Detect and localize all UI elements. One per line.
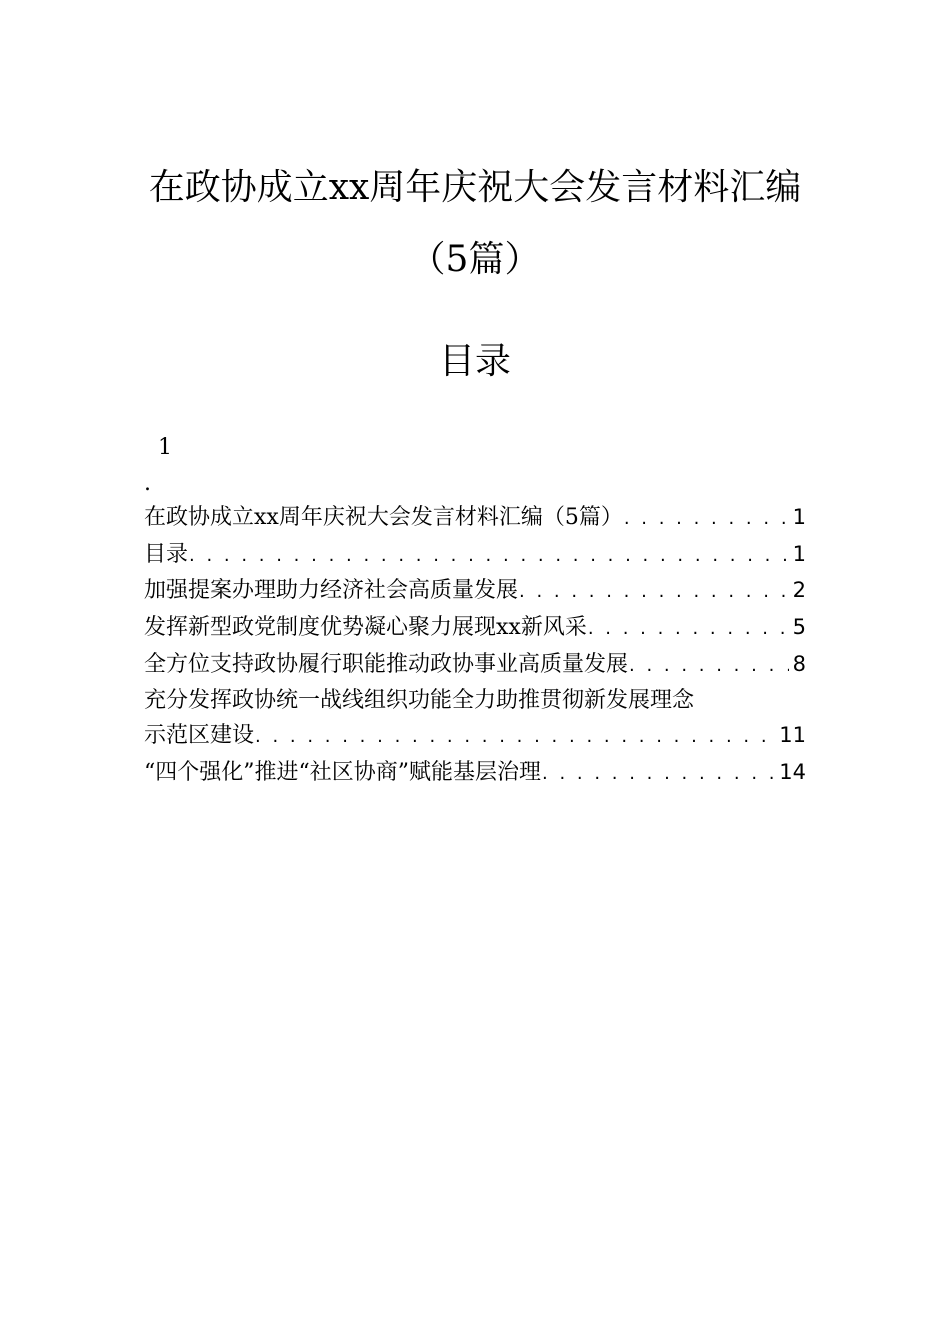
toc-leader-dots [588, 612, 789, 647]
document-title: 在政协成立xx周年庆祝大会发言材料汇编 [148, 167, 802, 208]
toc-entry[interactable] [144, 755, 806, 792]
toc-entry-title: 加强提案办理助力经济社会高质量发展 [144, 578, 519, 604]
toc-entry[interactable] [144, 500, 806, 537]
toc-leader-dots [189, 539, 789, 574]
list-marker-dot: . [144, 471, 151, 496]
toc-entry[interactable] [144, 610, 806, 647]
toc-leader-dots [629, 649, 789, 684]
table-of-contents [144, 500, 806, 792]
toc-leader-dots [519, 575, 789, 610]
toc-entry[interactable] [144, 573, 806, 610]
toc-entry-page: 5 [792, 615, 806, 640]
toc-leader-dots [542, 757, 775, 792]
toc-entry-page: 1 [792, 505, 806, 529]
toc-entry-page: 14 [779, 759, 806, 784]
toc-entry[interactable] [144, 537, 806, 574]
toc-entry[interactable] [144, 684, 806, 755]
toc-entry-page: 8 [792, 651, 806, 676]
document-title-count: （5篇） [409, 239, 541, 280]
list-marker-number: 1 [158, 435, 172, 460]
toc-entry-title: “四个强化”推进“社区协商”赋能基层治理 [144, 759, 541, 785]
toc-entry-title-line2: 示范区建设 [144, 723, 255, 749]
toc-leader-dots [255, 720, 775, 755]
toc-entry-title: 全方位支持政协履行职能推动政协事业高质量发展 [144, 651, 629, 677]
toc-leader-dots [624, 502, 789, 537]
toc-entry-page: 1 [792, 541, 806, 566]
toc-entry-title: 在政协成立xx周年庆祝大会发言材料汇编（5篇） [144, 505, 623, 530]
toc-entry-title-line1: 充分发挥政协统一战线组织功能全力助推贯彻新发展理念 [144, 687, 695, 713]
toc-entry-title: 目录 [144, 541, 189, 567]
toc-heading: 目录 [438, 341, 511, 382]
toc-entry-title: 发挥新型政党制度优势凝心聚力展现xx新风采 [144, 615, 587, 641]
toc-entry-page: 2 [792, 578, 806, 603]
toc-entry[interactable] [144, 647, 806, 684]
toc-entry-page: 11 [779, 723, 806, 748]
